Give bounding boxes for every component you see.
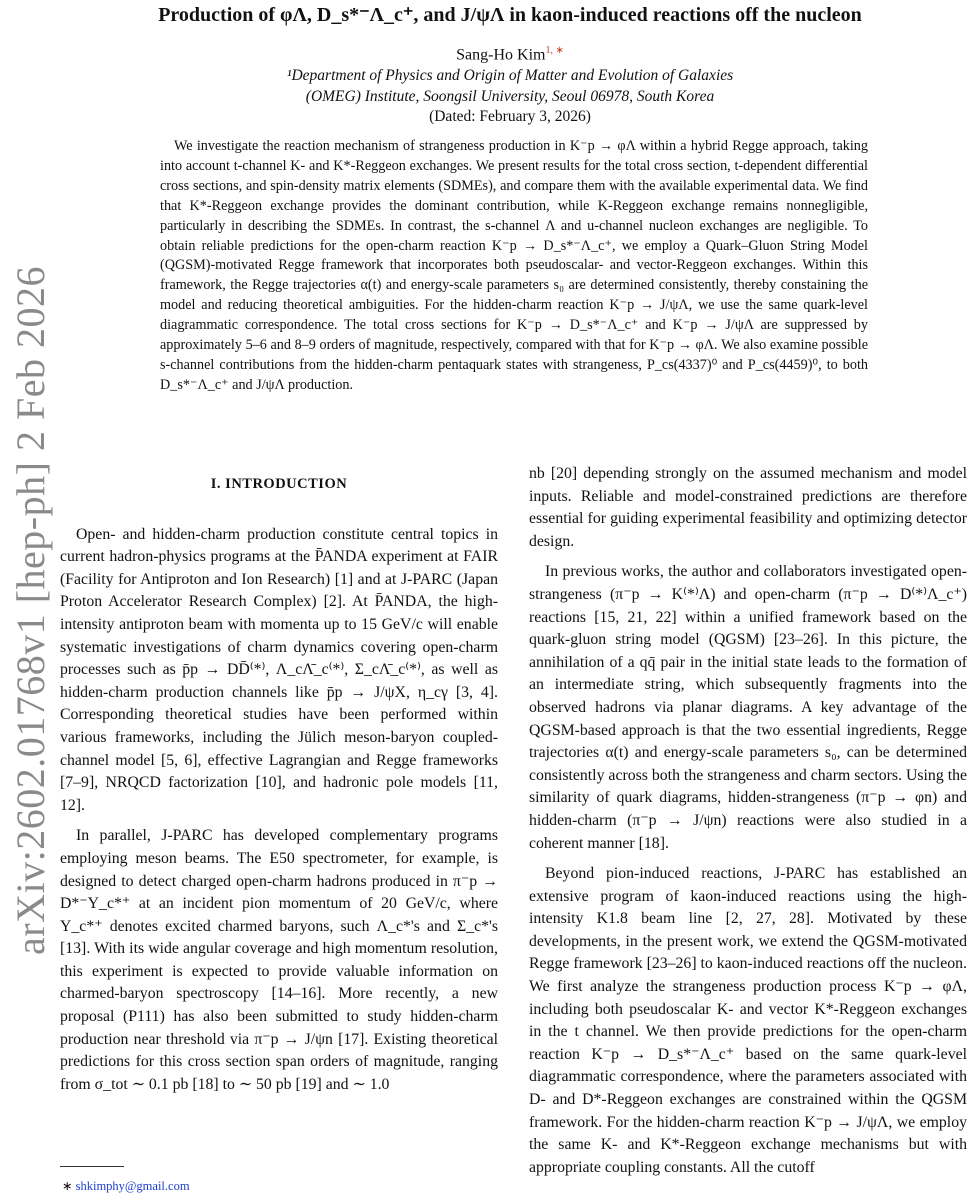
intro-paragraph-2: In parallel, J-PARC has developed complementary programs employing meson beams. The E50 spectrometer, for example, is designed to detect charged open-charm hadrons produced in π⁻p → D*⁻Y_c*⁺ at an incident pion momentum of 20 GeV/c, where Y_c*⁺ denotes excited charmed baryons, such Λ_c*'s and Σ_c*'s [13]. With its wide angular coverage and high momentum resolution, this experiment is expected to provide valuable information on charmed-baryon spectroscopy [14–16]. More recently, a new proposal (P111) has also been submitted to study hidden-charm production near threshold via π⁻p → J/ψn [17]. Existing theoretical predictions for this cross section span orders of magnitude, ranging from σ_tot ∼ 0.1 pb [18] to ∼ 50 pb [19] and ∼ 1.0 <box>60 827 498 1093</box>
paper-title: Production of φΛ, D_s*⁻Λ_c⁺, and J/ψΛ in kaon-induced reactions off the nucleon <box>158 4 862 26</box>
intro-paragraph-continued: nb [20] depending strongly on the assumed mechanism and model inputs. Reliable and model-constrained predictions are therefore essential for guiding experimental feasibility and optimizing detector design. <box>529 465 967 550</box>
intro-paragraph-3: In previous works, the author and collaborators investigated open-strangeness (π⁻p → K⁽*⁾Λ) and open-charm (π⁻p → D⁽*⁾Λ_c⁺) reactions [15, 21, 22] within a unified framework based on the quark-gluon string model (QGSM) [23–26]. In this picture, the annihilation of a qq̄ pair in the initial state leads to the formation of an intermediate string, which subsequently fragments into the observed hadrons via planar diagrams. A key advantage of the QGSM-based approach is that the two essential ingredients, Regge trajectories α(t) and energy-scale parameters s₀, can be determined consistently across both the strangeness and charm sectors. Using the similarity of quark diagrams, hidden-strangeness (π⁻p → φn) and hidden-charm (π⁻p → J/ψn) reactions were also studied in a coherent manner [18]. <box>529 563 967 852</box>
dated-line: (Dated: February 3, 2026) <box>429 108 591 125</box>
intro-paragraph-1: Open- and hidden-charm production constitute central topics in current hadron-physics programs at the P̄ANDA experiment at FAIR (Facility for Antiproton and Ion Research) [1] and at J-PARC (Japan Proton Accelerator Research Complex) [2]. At P̄ANDA, the high-intensity antiproton beam with momenta up to 15 GeV/c will enable systematic investigations of charm dynamics covering open-charm processes such as p̄p → DD̄⁽*⁾, Λ_cΛ̄_c⁽*⁾, Σ_cΛ̄_c⁽*⁾, as well as hidden-charm production channels like p̄p → J/ψX, η_cγ [3, 4]. Corresponding theoretical studies have been performed within various frameworks, including the Jülich meson-baryon coupled-channel model [5, 6], effective Lagrangian and Regge frameworks [7–9], NRQCD factorization [10], and hadronic pole models [11, 12]. <box>60 525 498 814</box>
author-line <box>60 45 960 64</box>
intro-paragraph-4: Beyond pion-induced reactions, J-PARC has established an extensive program of kaon-induced reactions using the high-intensity K1.8 beam line [2, 27, 28]. Motivated by these developments, in the present work, we extend the QGSM-motivated Regge framework [23–26] to kaon-induced reactions off the nucleon. We first analyze the strangeness production process K⁻p → φΛ, including both pseudoscalar K- and vector K*-Reggeon exchanges in the t channel. We then provide predictions for the open-charm reaction K⁻p → D_s*⁻Λ_c⁺ based on the same quark-level diagrammatic correspondence, where the parameters associated with D- and D*-Reggeon exchanges are constrained within the QGSM framework. For the hidden-charm reaction K⁻p → J/ψΛ, we employ the same K- and K*-Reggeon exchange mechanisms but with appropriate coupling constants. All the cutoff <box>529 865 967 1176</box>
arxiv-id[interactable]: arXiv:2602.01768v1 [hep-ph] 2 Feb 2026 <box>7 265 53 955</box>
affiliation-line-2: (OMEG) Institute, Soongsil University, Seoul 06978, South Korea <box>305 88 715 105</box>
author-name: Sang-Ho Kim <box>456 46 546 64</box>
left-column <box>60 463 498 1104</box>
author-email-link[interactable]: shkimphy@gmail.com <box>75 1179 190 1193</box>
abstract: We investigate the reaction mechanism of strangeness production in K⁻p → φΛ within a hybrid Regge approach, taking into account t-channel K- and K*-Reggeon exchanges. We present results for the total cross section, t-dependent differential cross sections, and spin-density matrix elements (SDMEs), and compare them with the available experimental data. We find that K*-Reggeon exchange provides the dominant contribution, while K-Reggeon exchange remains nonnegligible, particularly in describing the SDMEs. In contrast, the s-channel Λ and u-channel nucleon exchanges are negligible. To obtain reliable predictions for the open-charm reaction K⁻p → D_s*⁻Λ_c⁺, we employ a Quark–Gluon String Model (QGSM)-motivated Regge framework that incorporates both pseudoscalar- and vector-Reggeon exchanges. Within this framework, the Regge trajectories α(t) and energy-scale parameters s₀ are determined consistently, thereby constaining the model and reducing theoretical ambiguities. For the hidden-charm reaction K⁻p → J/ψΛ, we use the same quark-level diagrammatic correspondence. The total cross sections for K⁻p → D_s*⁻Λ_c⁺ and K⁻p → J/ψΛ are suppressed by approximately 5–6 and 8–9 orders of magnitude, respectively, compared with that for K⁻p → φΛ. We also examine possible s-channel contributions from the hidden-charm pentaquark states with strangeness, P_cs(4337)⁰ and P_cs(4459)⁰, to both D_s*⁻Λ_c⁺ and J/ψΛ production. <box>160 138 868 393</box>
footnote <box>62 1178 190 1194</box>
footnote-divider <box>60 1166 124 1167</box>
arxiv-watermark <box>7 265 53 955</box>
author-affil-mark[interactable]: 1, ∗ <box>545 45 564 56</box>
footnote-mark: ∗ <box>62 1179 73 1193</box>
section-heading: I. INTRODUCTION <box>210 476 348 492</box>
right-column <box>529 463 967 1187</box>
affiliation-line-1: ¹Department of Physics and Origin of Matter and Evolution of Galaxies <box>286 67 734 84</box>
